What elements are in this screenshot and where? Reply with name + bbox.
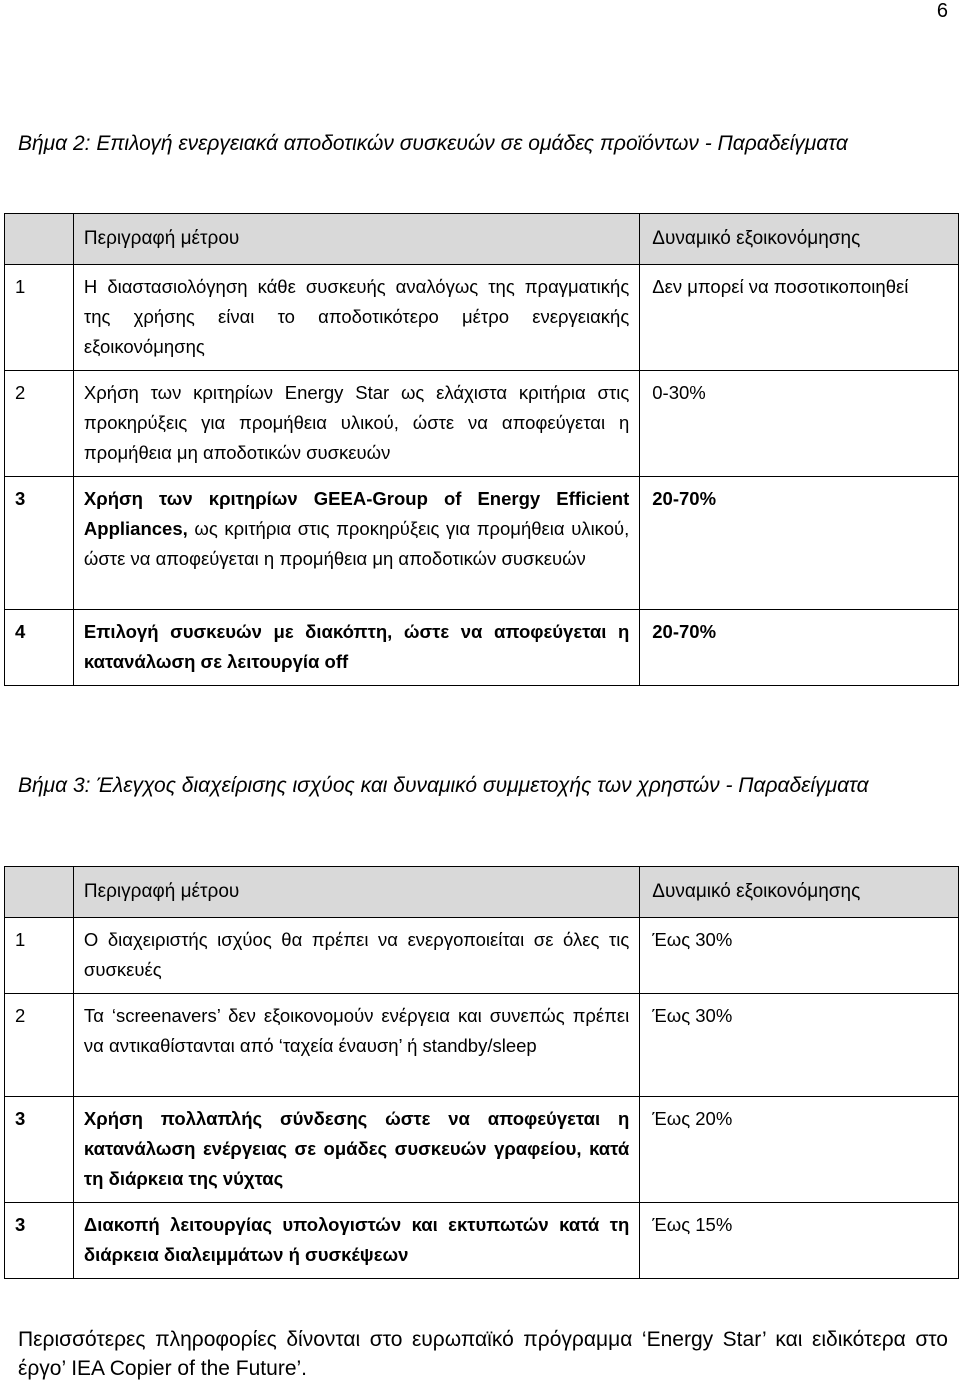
row-description: Επιλογή συσκευών με διακόπτη, ώστε να αποφεύγεται η κατανάλωση σε λειτουργία off (73, 610, 639, 686)
row-description: Η διαστασιολόγηση κάθε συσκευής αναλόγως της πραγματικής της χρήσης είναι το αποδοτικότερο μέτρο ενεργειακής εξοικονόμησης (73, 265, 639, 371)
table-row (5, 477, 959, 610)
row-number: 1 (5, 918, 74, 994)
table-row (5, 265, 959, 371)
header-description: Περιγραφή μέτρου (73, 867, 639, 918)
row-description-bold: Χρήση των κριτηρίων GEEA-Group of Energy Efficient Appliances, (83, 488, 630, 539)
table-row (5, 610, 959, 686)
row-number: 2 (5, 994, 74, 1097)
row-description: Τα ‘screenavers’ δεν εξοικονομούν ενέργεια και συνεπώς πρέπει να αντικαθίστανται από ‘ταχεία έναυση’ ή standby/sleep (73, 994, 639, 1097)
row-description: Ο διαχειριστής ισχύος θα πρέπει να ενεργοποιείται σε όλες τις συσκευές (73, 918, 639, 994)
section2-heading: Βήμα 2: Επιλογή ενεργειακά αποδοτικών συσκευών σε ομάδες προϊόντων - Παραδείγματα (18, 132, 848, 155)
row-description (73, 477, 639, 610)
row-number: 3 (5, 1203, 74, 1279)
page-number: 6 (936, 0, 948, 22)
row-description: Χρήση πολλαπλής σύνδεσης ώστε να αποφεύγεται η κατανάλωση ενέργειας σε ομάδες συσκευών γραφείου, κατά τη διάρκεια της νύχτας (73, 1097, 639, 1203)
row-description: Χρήση των κριτηρίων Energy Star ως ελάχιστα κριτήρια στις προκηρύξεις για προμήθεια υλικού, ώστε να αποφεύγεται η προμήθεια μη αποδοτικών συσκευών (73, 371, 639, 477)
table-row (5, 994, 959, 1097)
header-number-cell (5, 867, 74, 918)
row-number: 4 (5, 610, 74, 686)
table-row (5, 1097, 959, 1203)
row-saving: Έως 30% (640, 918, 959, 994)
row-saving: Δεν μπορεί να ποσοτικοποιηθεί (640, 265, 959, 371)
table-row (5, 918, 959, 994)
section3-table (4, 866, 959, 1279)
table-header-row (5, 214, 959, 265)
header-saving: Δυναμικό εξοικονόμησης (640, 214, 959, 265)
table-header-row (5, 867, 959, 918)
row-saving: 0-30% (640, 371, 959, 477)
row-saving: Έως 20% (640, 1097, 959, 1203)
row-saving: Έως 15% (640, 1203, 959, 1279)
row-description: Διακοπή λειτουργίας υπολογιστών και εκτυπωτών κατά τη διάρκεια διαλειμμάτων ή συσκέψεων (73, 1203, 639, 1279)
header-number-cell (5, 214, 74, 265)
header-saving: Δυναμικό εξοικονόμησης (640, 867, 959, 918)
row-number: 1 (5, 265, 74, 371)
row-number: 3 (5, 477, 74, 610)
table-row (5, 1203, 959, 1279)
row-number: 3 (5, 1097, 74, 1203)
header-description: Περιγραφή μέτρου (73, 214, 639, 265)
table-row (5, 371, 959, 477)
row-description-rest: ως κριτήρια στις προκηρύξεις για προμήθεια υλικού, ώστε να αποφεύγεται η προμήθεια μη αποδοτικών συσκευών (83, 518, 630, 569)
footer-note: Περισσότερες πληροφορίες δίνονται στο ευρωπαϊκό πρόγραμμα ‘Energy Star’ και ειδικότερα στο έργο’ IEA Copier of the Future’. (18, 1328, 948, 1380)
row-number: 2 (5, 371, 74, 477)
row-saving: Έως 30% (640, 994, 959, 1097)
section2-table (4, 213, 959, 686)
row-saving: 20-70% (640, 610, 959, 686)
row-saving: 20-70% (640, 477, 959, 610)
section3-heading: Βήμα 3: Έλεγχος διαχείρισης ισχύος και δυναμικό συμμετοχής των χρηστών - Παραδείγματα (18, 774, 869, 797)
